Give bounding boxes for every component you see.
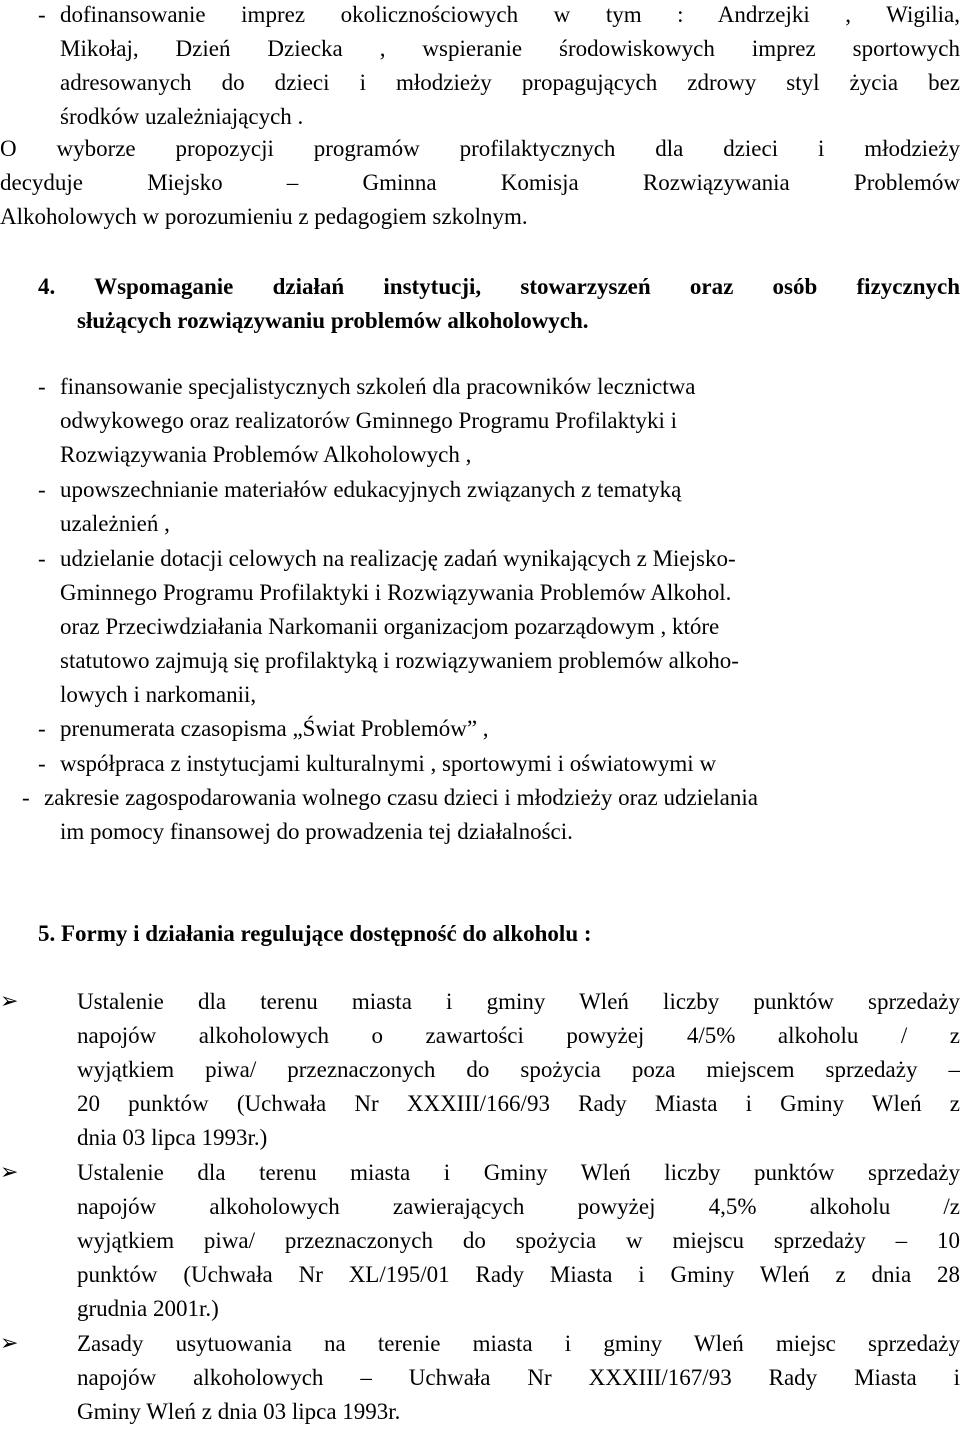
- text-line: dofinansowanie imprez okolicznościowych w tym : Andrzejki , Wigilia,: [60, 2, 960, 27]
- text-line: prenumerata czasopisma „Świat Problemów” ,: [60, 716, 489, 741]
- text-line: grudnia 2001r.): [77, 1296, 219, 1321]
- text-line: napojów alkoholowych o zawartości powyżej 4/5% alkoholu / z: [77, 1023, 960, 1048]
- text-line: upowszechnianie materiałów edukacyjnych związanych z tematyką: [60, 477, 682, 502]
- text-line: Ustalenie dla terenu miasta i gminy Wleń liczby punktów sprzedaży: [77, 989, 960, 1014]
- heading-line: służących rozwiązywaniu problemów alkoholowych.: [77, 308, 589, 333]
- text-line: 20 punktów (Uchwała Nr XXXIII/166/93 Rady Miasta i Gminy Wleń z: [77, 1091, 960, 1116]
- text-line: Zasady usytuowania na terenie miasta i gminy Wleń miejsc sprzedaży: [77, 1331, 960, 1356]
- list-dash: -: [38, 374, 46, 399]
- list-dash: -: [38, 751, 46, 776]
- text-line: lowych i narkomanii,: [60, 682, 257, 707]
- text-line: Ustalenie dla terenu miasta i Gminy Wleń liczby punktów sprzedaży: [77, 1160, 960, 1185]
- heading-line: 4. Wspomaganie działań instytucji, stowarzyszeń oraz osób fizycznych: [38, 274, 960, 299]
- text-line: finansowanie specjalistycznych szkoleń dla pracowników lecznictwa: [60, 374, 696, 399]
- text-line: Rozwiązywania Problemów Alkoholowych ,: [60, 442, 472, 467]
- text-line: decyduje Miejsko – Gminna Komisja Rozwiązywania Problemów: [0, 170, 960, 195]
- text-line: Gminy Wleń z dnia 03 lipca 1993r.: [77, 1399, 401, 1424]
- list-dash: -: [38, 716, 46, 741]
- text-line: wyjątkiem piwa/ przeznaczonych do spożycia w miejscu sprzedaży – 10: [77, 1228, 960, 1253]
- list-dash: -: [38, 477, 46, 502]
- text-line: Alkoholowych w porozumieniu z pedagogiem szkolnym.: [0, 204, 528, 229]
- list-dash: -: [22, 785, 30, 810]
- text-line: statutowo zajmują się profilaktyką i rozwiązywaniem problemów alkoho-: [60, 648, 739, 673]
- heading-line: 5. Formy i działania regulujące dostępność do alkoholu :: [38, 921, 592, 946]
- text-line: punktów (Uchwała Nr XL/195/01 Rady Miasta i Gminy Wleń z dnia 28: [77, 1262, 960, 1287]
- paragraph: [0, 132, 960, 234]
- text-line: wyjątkiem piwa/ przeznaczonych do spożycia poza miejscem sprzedaży –: [77, 1057, 960, 1082]
- list-dash: -: [38, 2, 46, 27]
- text-line: dnia 03 lipca 1993r.): [77, 1125, 268, 1150]
- text-line: współpraca z instytucjami kulturalnymi , sportowymi i oświatowymi w: [60, 751, 717, 776]
- text-line: Mikołaj, Dzień Dziecka , wspieranie środowiskowych imprez sportowych: [60, 36, 960, 61]
- arrowhead-bullet-icon: ➢: [0, 989, 19, 1014]
- text-line: uzależnień ,: [60, 511, 170, 536]
- text-line: adresowanych do dzieci i młodzieży propagujących zdrowy styl życia bez: [60, 70, 960, 95]
- text-line: oraz Przeciwdziałania Narkomanii organizacjom pozarządowym , które: [60, 614, 720, 639]
- section-heading: [38, 917, 938, 951]
- arrowhead-bullet-icon: ➢: [0, 1160, 19, 1185]
- text-line: udzielanie dotacji celowych na realizację zadań wynikających z Miejsko-: [60, 546, 736, 571]
- text-line: Gminnego Programu Profilaktyki i Rozwiązywania Problemów Alkohol.: [60, 580, 732, 605]
- text-line: odwykowego oraz realizatorów Gminnego Programu Profilaktyki i: [60, 408, 678, 433]
- arrowhead-bullet-icon: ➢: [0, 1331, 19, 1356]
- text-line: zakresie zagospodarowania wolnego czasu dzieci i młodzieży oraz udzielania: [44, 785, 758, 810]
- text-line: im pomocy finansowej do prowadzenia tej działalności.: [60, 819, 573, 844]
- text-line: napojów alkoholowych zawierających powyżej 4,5% alkoholu /z: [77, 1194, 960, 1219]
- text-line: O wyborze propozycji programów profilaktycznych dla dzieci i młodzieży: [0, 136, 960, 161]
- text-line: napojów alkoholowych – Uchwała Nr XXXIII/167/93 Rady Miasta i: [77, 1365, 960, 1390]
- list-dash: -: [38, 546, 46, 571]
- text-line: środków uzależniających .: [60, 104, 304, 129]
- section-heading: [38, 270, 960, 338]
